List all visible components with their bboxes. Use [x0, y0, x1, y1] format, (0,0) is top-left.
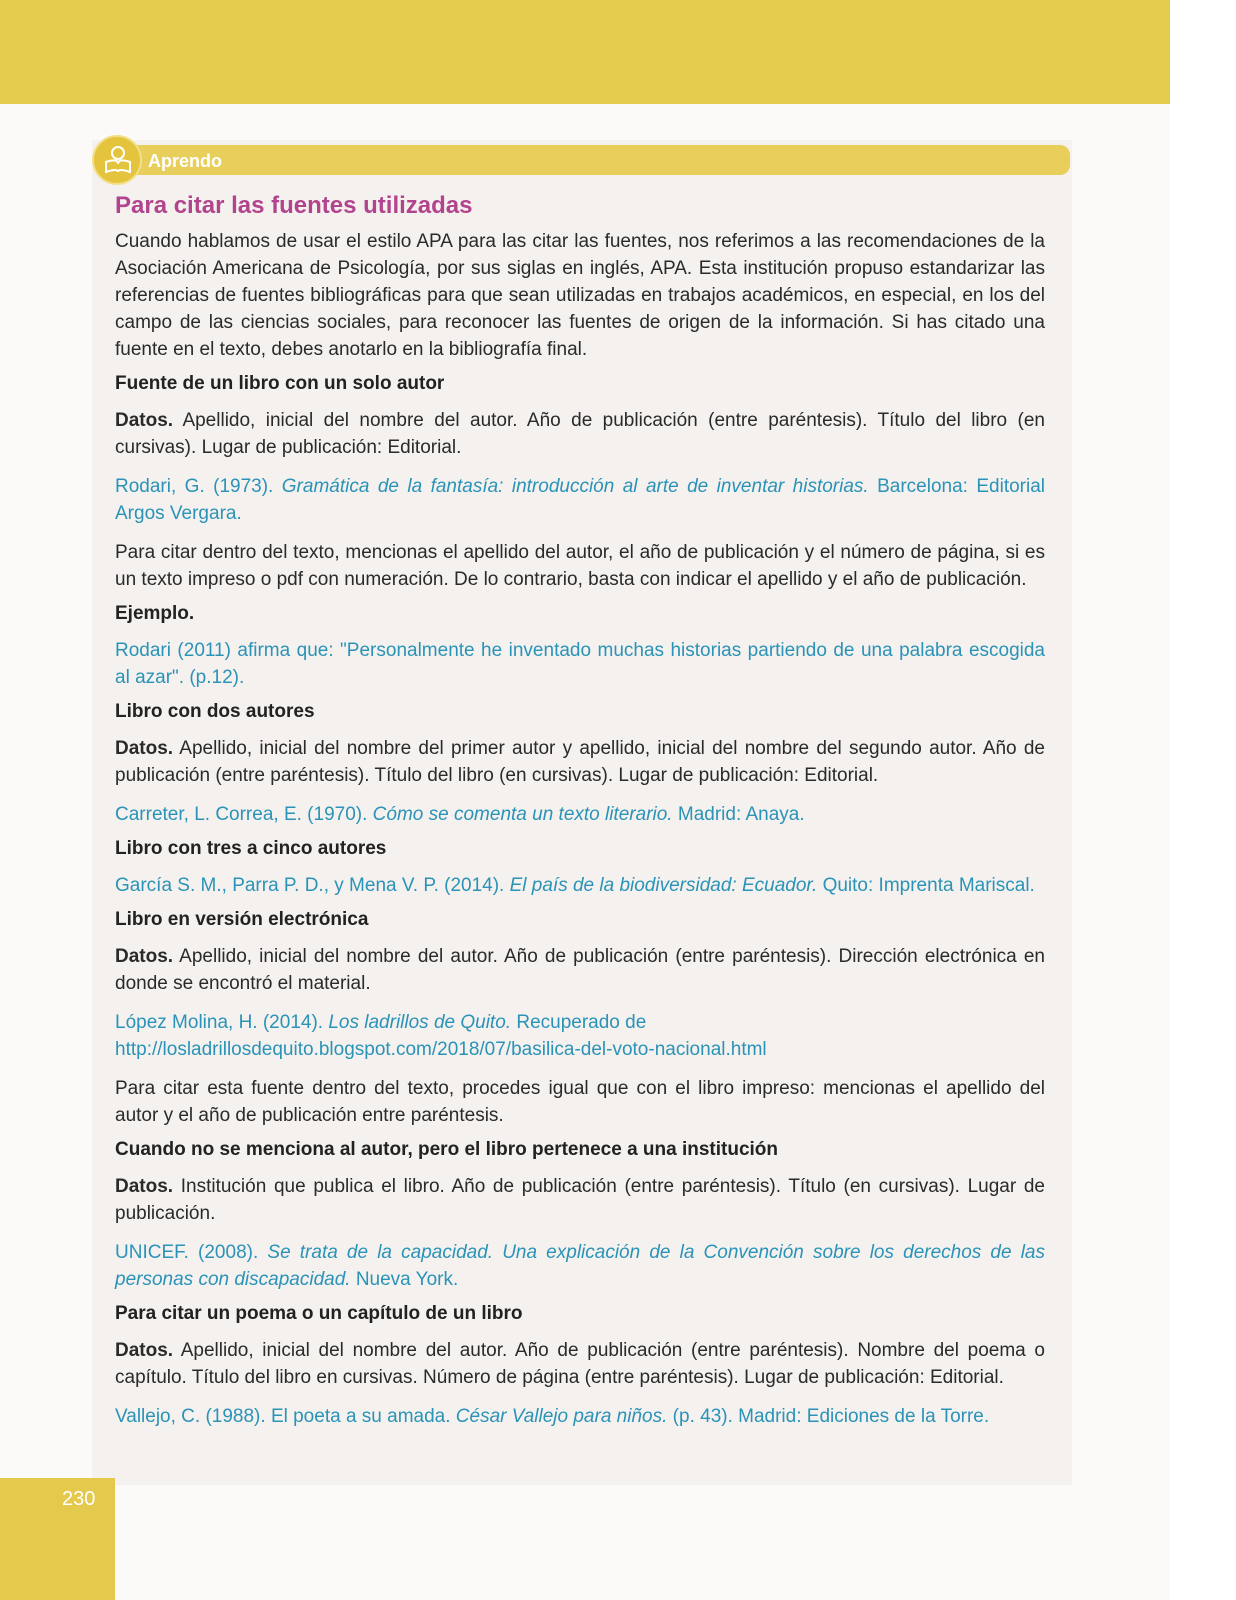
institution-reference: UNICEF. (2008). Se trata de la capacidad. Una explicación de la Convención sobre los derechos de las personas con discapacidad. Nueva York.: [115, 1242, 1045, 1290]
electronic-url: http://losladrillosdequito.blogspot.com/2018/07/basilica-del-voto-nacional.html: [115, 1039, 767, 1060]
three-five-reference: García S. M., Parra P. D., y Mena V. P. (2014). El país de la biodiversidad: Ecuador. Quito: Imprenta Mariscal.: [115, 875, 1035, 896]
page-title: Para citar las fuentes utilizadas: [115, 192, 473, 219]
heading-poem: Para citar un poema o un capítulo de un libro: [115, 1303, 523, 1324]
heading-two-authors: Libro con dos autores: [115, 701, 315, 722]
institution-data: Datos. Institución que publica el libro. Año de publicación (entre paréntesis). Título (en cursivas). Lugar de publicación.: [115, 1176, 1045, 1224]
one-author-reference: Rodari, G. (1973). Gramática de la fantasía: introducción al arte de inventar historias. Barcelona: Editorial Argos Vergara.: [115, 476, 1045, 524]
one-author-data: Datos. Apellido, inicial del nombre del autor. Año de publicación (entre paréntesis). Título del libro (en cursivas). Lugar de publicación: Editorial.: [115, 410, 1045, 458]
one-author-note: Para citar dentro del texto, mencionas el apellido del autor, el año de publicación y el número de página, si es un texto impreso o pdf con numeración. De lo contrario, basta con indicar el apellido y el año de publicación.: [115, 542, 1045, 590]
top-color-band: [0, 0, 1170, 104]
document-body: [115, 192, 1045, 1430]
heading-electronic: Libro en versión electrónica: [115, 909, 369, 930]
student-reading-icon: [92, 135, 142, 185]
heading-institution: Cuando no se menciona al autor, pero el libro pertenece a una institución: [115, 1139, 779, 1160]
electronic-note: Para citar esta fuente dentro del texto, procedes igual que con el libro impreso: mencionas el apellido del autor y el año de publicación entre paréntesis.: [115, 1078, 1045, 1126]
page-edge: [1170, 0, 1236, 1600]
page-number: 230: [62, 1488, 96, 1510]
poem-reference: Vallejo, C. (1988). El poeta a su amada. César Vallejo para niños. (p. 43). Madrid: Ediciones de la Torre.: [115, 1406, 990, 1427]
intro-paragraph: Cuando hablamos de usar el estilo APA para las citar las fuentes, nos referimos a las recomendaciones de la Asociación Americana de Psicología, por sus siglas en inglés, APA. Esta institución propuso estandarizar las referencias de fuentes bibliográficas para que sean utilizadas en trabajos académicos, en especial, en los del campo de las ciencias sociales, para reconocer las fuentes de origen de la información. Si has citado una fuente en el texto, debes anotarlo en la bibliografía final.: [115, 231, 1045, 360]
electronic-reference: López Molina, H. (2014). Los ladrillos de Quito. Recuperado de http://losladrillosdequito.blogspot.com/2018/07/basilica-del-voto-nacional.html: [115, 1012, 767, 1060]
electronic-data: Datos. Apellido, inicial del nombre del autor. Año de publicación (entre paréntesis). Dirección electrónica en donde se encontró el material.: [115, 946, 1045, 994]
section-header-bar: [120, 145, 1070, 175]
two-authors-data: Datos. Apellido, inicial del nombre del primer autor y apellido, inicial del nombre del segundo autor. Año de publicación (entre paréntesis). Título del libro (en cursivas). Lugar de publicación: Editorial.: [115, 738, 1045, 786]
two-authors-reference: Carreter, L. Correa, E. (1970). Cómo se comenta un texto literario. Madrid: Anaya.: [115, 804, 805, 825]
heading-three-five-authors: Libro con tres a cinco autores: [115, 838, 387, 859]
heading-one-author: Fuente de un libro con un solo autor: [115, 373, 445, 394]
poem-data: Datos. Apellido, inicial del nombre del autor. Año de publicación (entre paréntesis). Nombre del poema o capítulo. Título del libro en cursivas. Número de página (entre paréntesis). Lugar de publicación: Editorial.: [115, 1340, 1045, 1388]
page-number-tab: [0, 1478, 115, 1600]
section-label: Aprendo: [148, 151, 222, 171]
example-heading: Ejemplo.: [115, 603, 195, 624]
example-quote: Rodari (2011) afirma que: "Personalmente he inventado muchas historias partiendo de una palabra escogida al azar". (p.12).: [115, 640, 1045, 688]
